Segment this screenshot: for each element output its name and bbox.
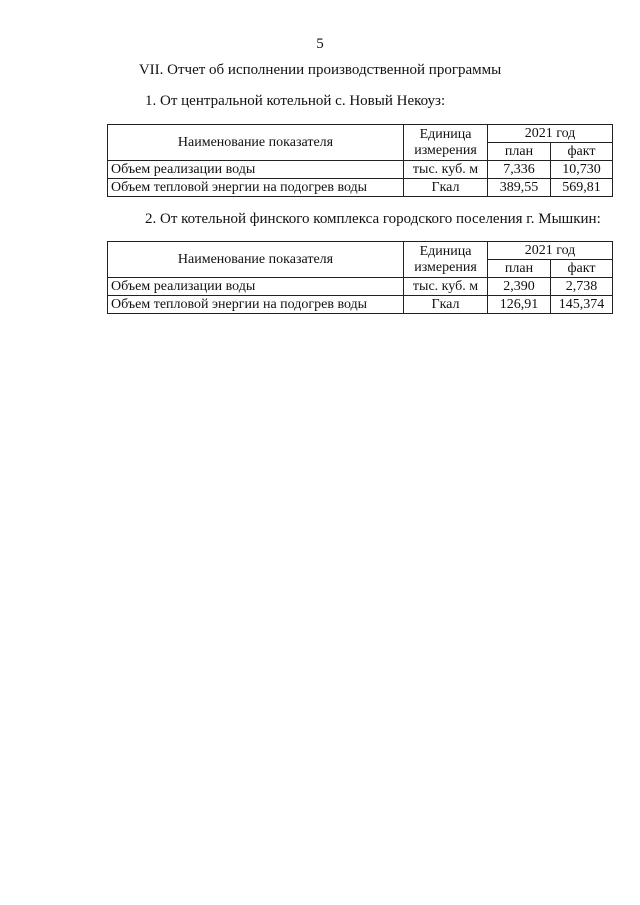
cell-indicator: Объем тепловой энергии на подогрев воды bbox=[108, 296, 404, 314]
header-indicator-name: Наименование показателя bbox=[108, 125, 404, 161]
cell-unit: тыс. куб. м bbox=[404, 161, 488, 179]
report-table-2 bbox=[107, 241, 613, 314]
header-plan: план bbox=[488, 143, 551, 161]
cell-indicator: Объем реализации воды bbox=[108, 278, 404, 296]
cell-indicator: Объем реализации воды bbox=[108, 161, 404, 179]
cell-plan: 389,55 bbox=[488, 179, 551, 197]
header-unit-line2: измерения bbox=[414, 142, 477, 158]
header-unit bbox=[404, 242, 488, 278]
cell-fact: 569,81 bbox=[551, 179, 613, 197]
header-plan: план bbox=[488, 260, 551, 278]
header-unit-line1: Единица bbox=[419, 243, 472, 259]
header-unit bbox=[404, 125, 488, 161]
table-row bbox=[108, 278, 613, 296]
cell-unit: Гкал bbox=[404, 179, 488, 197]
cell-plan: 126,91 bbox=[488, 296, 551, 314]
cell-fact: 145,374 bbox=[551, 296, 613, 314]
header-unit-line2: измерения bbox=[414, 259, 477, 275]
cell-plan: 7,336 bbox=[488, 161, 551, 179]
subsection-title-2: 2. От котельной финского комплекса городского поселения г. Мышкин: bbox=[145, 211, 601, 227]
table-row bbox=[108, 161, 613, 179]
subsection-title-1: 1. От центральной котельной с. Новый Некоуз: bbox=[145, 93, 446, 109]
cell-indicator: Объем тепловой энергии на подогрев воды bbox=[108, 179, 404, 197]
header-indicator-name: Наименование показателя bbox=[108, 242, 404, 278]
header-unit-line1: Единица bbox=[419, 126, 472, 142]
table-header-row bbox=[108, 242, 613, 260]
report-table-1 bbox=[107, 124, 613, 197]
cell-fact: 10,730 bbox=[551, 161, 613, 179]
table-row bbox=[108, 296, 613, 314]
section-title: VII. Отчет об исполнении производственной программы bbox=[138, 62, 502, 78]
table-row bbox=[108, 179, 613, 197]
cell-unit: тыс. куб. м bbox=[404, 278, 488, 296]
cell-fact: 2,738 bbox=[551, 278, 613, 296]
header-year: 2021 год bbox=[488, 125, 613, 143]
page-number: 5 bbox=[316, 36, 324, 52]
header-year: 2021 год bbox=[488, 242, 613, 260]
cell-plan: 2,390 bbox=[488, 278, 551, 296]
cell-unit: Гкал bbox=[404, 296, 488, 314]
header-fact: факт bbox=[551, 260, 613, 278]
table-header-row bbox=[108, 125, 613, 143]
header-fact: факт bbox=[551, 143, 613, 161]
